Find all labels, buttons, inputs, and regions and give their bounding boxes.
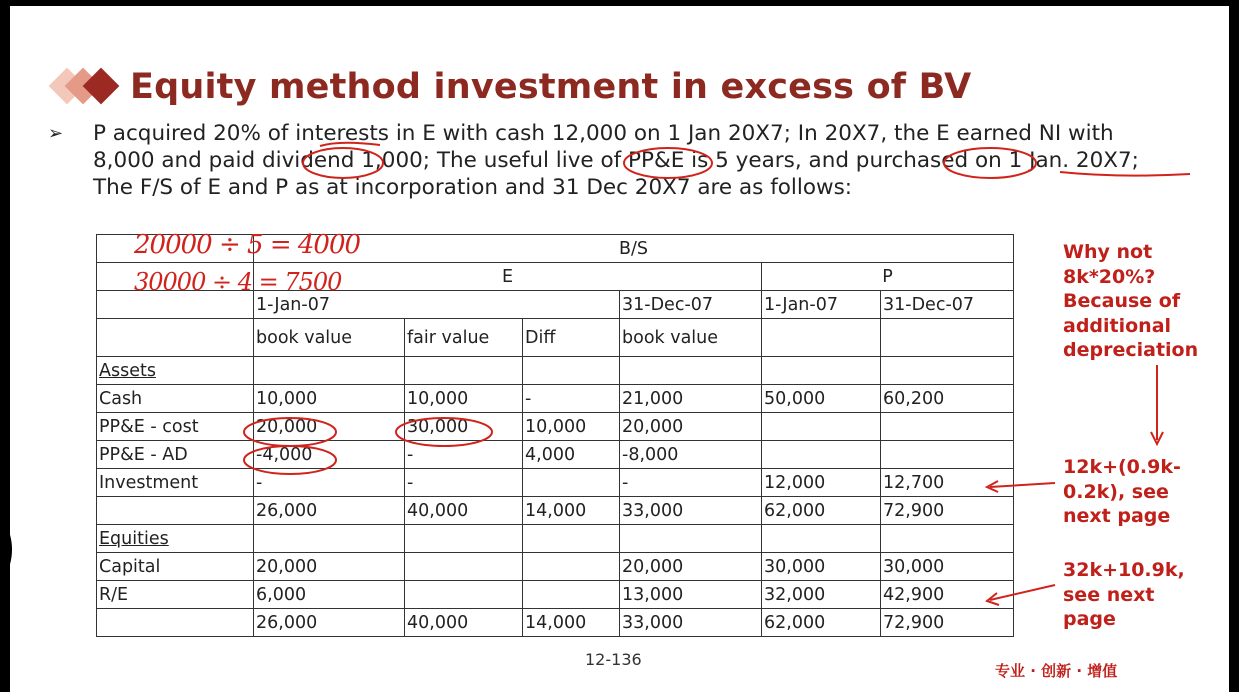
table-row <box>97 525 1014 553</box>
table-cell: 12,700 <box>881 469 1014 497</box>
date-header: 1-Jan-07 <box>762 291 881 319</box>
table-row <box>97 581 1014 609</box>
page-number: 12-136 <box>585 650 642 669</box>
table-cell <box>881 441 1014 469</box>
table-caption: B/S <box>254 235 1014 263</box>
table-cell: 30,000 <box>762 553 881 581</box>
row-label: Capital <box>97 553 254 581</box>
table-cell <box>881 525 1014 553</box>
table-cell: 33,000 <box>620 609 762 637</box>
table-cell <box>523 553 620 581</box>
table-cell <box>620 357 762 385</box>
table-cell: 40,000 <box>405 497 523 525</box>
table-cell: 14,000 <box>523 609 620 637</box>
table-cell: 20,000 <box>254 553 405 581</box>
table-cell: 62,000 <box>762 497 881 525</box>
table-row <box>97 413 1014 441</box>
table-cell: - <box>254 469 405 497</box>
group-header-e: E <box>254 263 762 291</box>
date-header: 31-Dec-07 <box>620 291 762 319</box>
table-cell: 12,000 <box>762 469 881 497</box>
table-cell: - <box>405 441 523 469</box>
table-body <box>97 357 1014 637</box>
table-cell <box>762 525 881 553</box>
title-row <box>40 62 971 112</box>
table-cell <box>405 525 523 553</box>
table-cell <box>523 525 620 553</box>
table-cell <box>523 469 620 497</box>
bullet-text: P acquired 20% of interests in E with cash 12,000 on 1 Jan 20X7; In 20X7, the E earned NI with 8,000 and paid dividend 1,000; The useful live of PP&E is 5 years, and purchased on 1 Jan. 20X7; The F/S of E and P as at incorporation and 31 Dec 20X7 are as follows: <box>93 121 1139 200</box>
table-cell: 4,000 <box>523 441 620 469</box>
table-cell: 20,000 <box>254 413 405 441</box>
table-cell: 20,000 <box>620 413 762 441</box>
column-header: Diff <box>523 319 620 357</box>
table-cell <box>881 357 1014 385</box>
table-cell: 62,000 <box>762 609 881 637</box>
table-row <box>97 441 1014 469</box>
table-row <box>97 385 1014 413</box>
table-row <box>97 469 1014 497</box>
row-label: R/E <box>97 581 254 609</box>
column-header: book value <box>254 319 405 357</box>
table-cell: -4,000 <box>254 441 405 469</box>
table-cell: 72,900 <box>881 497 1014 525</box>
note-re: 32k+10.9k, see next page <box>1063 559 1185 630</box>
table-cell: - <box>405 469 523 497</box>
bullet-arrow-icon: ➢ <box>48 123 64 144</box>
table-cell <box>405 581 523 609</box>
handwritten-calc-1: 20000 ÷ 5 = 4000 <box>134 230 361 260</box>
title-decoration-icon <box>40 67 130 107</box>
date-header: 31-Dec-07 <box>881 291 1014 319</box>
row-label: Cash <box>97 385 254 413</box>
row-label: PP&E - AD <box>97 441 254 469</box>
table-cell: 14,000 <box>523 497 620 525</box>
note-investment: 12k+(0.9k- 0.2k), see next page <box>1063 456 1181 527</box>
table-cell: 10,000 <box>254 385 405 413</box>
column-header: fair value <box>405 319 523 357</box>
table-cell: 33,000 <box>620 497 762 525</box>
note-why-not: Why not 8k*20%? Because of additional depreciation <box>1063 241 1199 361</box>
table-cell: 72,900 <box>881 609 1014 637</box>
table-cell <box>405 357 523 385</box>
slide-title: Equity method investment in excess of BV <box>130 67 972 107</box>
bullet-paragraph <box>48 120 1168 201</box>
table-cell: 20,000 <box>620 553 762 581</box>
table-cell: 26,000 <box>254 609 405 637</box>
table-cell: 60,200 <box>881 385 1014 413</box>
table-cell <box>762 413 881 441</box>
table-cell <box>254 525 405 553</box>
row-label: PP&E - cost <box>97 413 254 441</box>
table-row <box>97 609 1014 637</box>
table-cell: 6,000 <box>254 581 405 609</box>
date-header: 1-Jan-07 <box>254 291 620 319</box>
table-row <box>97 357 1014 385</box>
footer-slogan: 专业 · 创新 · 增值 <box>995 662 1118 680</box>
table-cell: 26,000 <box>254 497 405 525</box>
table-cell <box>881 413 1014 441</box>
table-cell <box>762 441 881 469</box>
table-cell: - <box>523 385 620 413</box>
table-cell: 10,000 <box>405 385 523 413</box>
table-cell: - <box>620 469 762 497</box>
table-cell: 30,000 <box>881 553 1014 581</box>
table-cell <box>762 357 881 385</box>
table-row <box>97 553 1014 581</box>
table-cell: 30,000 <box>405 413 523 441</box>
table-cell: 50,000 <box>762 385 881 413</box>
row-label: Assets <box>97 357 254 385</box>
table-cell <box>254 357 405 385</box>
row-label <box>97 609 254 637</box>
table-cell <box>620 525 762 553</box>
table-cell <box>523 357 620 385</box>
table-cell: 42,900 <box>881 581 1014 609</box>
group-header-p: P <box>762 263 1014 291</box>
table-cell: -8,000 <box>620 441 762 469</box>
handwritten-calc-2: 30000 ÷ 4 = 7500 <box>134 268 342 296</box>
table-cell: 32,000 <box>762 581 881 609</box>
row-label <box>97 497 254 525</box>
table-cell: 13,000 <box>620 581 762 609</box>
table-cell <box>405 553 523 581</box>
table-cell: 10,000 <box>523 413 620 441</box>
table-cell <box>523 581 620 609</box>
table-cell: 40,000 <box>405 609 523 637</box>
column-header: book value <box>620 319 762 357</box>
table-row <box>97 497 1014 525</box>
table-cell: 21,000 <box>620 385 762 413</box>
row-label: Equities <box>97 525 254 553</box>
row-label: Investment <box>97 469 254 497</box>
